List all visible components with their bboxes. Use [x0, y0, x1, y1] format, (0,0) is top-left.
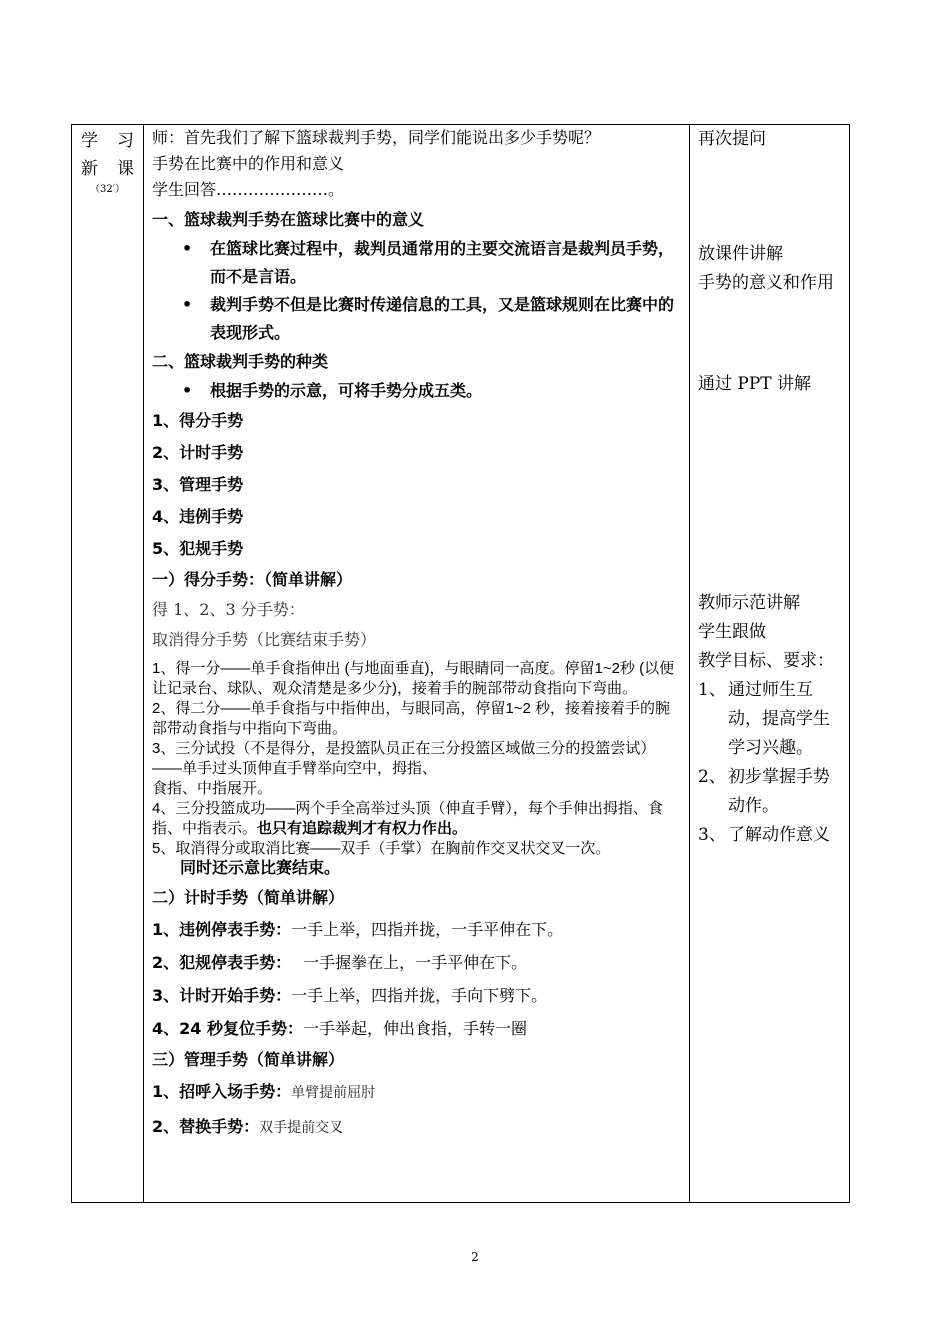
- gesture-description-bold: 同时还示意比赛结束。: [180, 860, 341, 877]
- section-duration: （32′）: [90, 184, 125, 195]
- bullet-icon: •: [182, 239, 193, 258]
- section-label-char: 学: [81, 131, 98, 151]
- goal-number: 3、: [698, 825, 726, 845]
- gesture-description: [152, 799, 681, 839]
- lesson-table: [71, 124, 850, 1203]
- gesture-description: 1、得一分——单手食指伸出 (与地面垂直)，与眼睛同一高度。停留1~2秒 (以便让记录台、球队、观众清楚是多少分)，接着手的腕部带动食指向下弯曲。: [152, 660, 675, 697]
- sub-heading: 三）管理手势（简单讲解）: [152, 1050, 345, 1069]
- timing-desc: 一手上举，四指并拢，一手平伸在下。: [291, 920, 564, 939]
- content-cell: [144, 125, 690, 1203]
- timing-item: [152, 979, 681, 1012]
- timing-item: [152, 1012, 681, 1045]
- section-label-char: 课: [117, 159, 134, 179]
- score-gesture-line: 得 1、2、3 分手势：: [152, 600, 305, 619]
- intro-question: 师：首先我们了解下篮球裁判手势，同学们能说出多少手势呢？: [152, 128, 601, 147]
- note-text: 学生跟做: [698, 622, 766, 642]
- type-item: 2、计时手势: [152, 443, 244, 462]
- bullet-item: [152, 377, 681, 405]
- management-item: [152, 1110, 681, 1145]
- section-heading: 二、篮球裁判手势的种类: [152, 352, 329, 371]
- gesture-emphasis: 也只有追踪裁判才有权力作出。: [257, 820, 468, 837]
- bullet-icon: •: [182, 295, 193, 314]
- note-text: 教师示范讲解: [698, 593, 800, 613]
- management-label: 1、招呼入场手势：: [152, 1082, 292, 1101]
- timing-desc: 一手举起，伸出食指，手转一圈: [302, 1019, 527, 1038]
- note-text: 通过 PPT 讲解: [698, 374, 812, 394]
- bullet-item: [152, 291, 681, 347]
- management-desc: 单臂提前屈肘: [291, 1085, 376, 1101]
- goal-item: [698, 763, 841, 821]
- note-text: 放课件讲解: [698, 244, 783, 264]
- gesture-description: 5、取消得分或取消比赛——双手（手掌）在胸前作交叉状交叉一次。: [152, 840, 611, 857]
- goal-item: [698, 676, 841, 763]
- goal-item: [698, 821, 841, 850]
- timing-label: 2、犯规停表手势：: [152, 953, 292, 972]
- gesture-description: 3、三分试投（不是得分，是投篮队员正在三分投篮区域做三分的投篮尝试）——单手过头顶伸直手臂举向空中，拇指、: [152, 740, 656, 777]
- goal-text: 通过师生互动，提高学生学习兴趣。: [728, 680, 830, 758]
- goal-text: 了解动作意义: [728, 825, 830, 845]
- management-desc: 双手提前交叉: [259, 1120, 344, 1136]
- gesture-text: 4、三分投篮成功——两个手全高举过头顶（伸直手臂），每个手伸出拇指、食指、中指表示。: [152, 800, 663, 837]
- timing-label: 4、24 秒复位手势：: [152, 1019, 303, 1038]
- section-heading: 一、篮球裁判手势在篮球比赛中的意义: [152, 210, 425, 229]
- section-label-cell: [72, 125, 144, 1203]
- note-text: 再次提问: [698, 129, 766, 149]
- goal-number: 1、: [698, 680, 726, 700]
- type-item: 5、犯规手势: [152, 539, 244, 558]
- timing-desc: 一手上举，四指并拢，手向下劈下。: [291, 986, 548, 1005]
- gesture-description: 2、得二分——单手食指与中指伸出，与眼同高，停留1~2 秒，接着接着手的腕部带动食指与中指向下弯曲。: [152, 700, 670, 737]
- goal-text: 初步掌握手势动作。: [728, 767, 830, 816]
- management-label: 2、替换手势：: [152, 1117, 260, 1136]
- notes-cell: [690, 125, 850, 1203]
- bullet-text: 根据手势的示意，可将手势分成五类。: [210, 381, 483, 400]
- type-item: 1、得分手势: [152, 411, 244, 430]
- type-item: 3、管理手势: [152, 475, 244, 494]
- timing-item: [152, 913, 681, 946]
- timing-label: 3、计时开始手势：: [152, 986, 292, 1005]
- timing-item: [152, 946, 681, 979]
- intro-topic: 手势在比赛中的作用和意义: [152, 154, 345, 173]
- sub-heading: 一）得分手势：（简单讲解）: [152, 570, 353, 589]
- sub-heading: 二）计时手势（简单讲解）: [152, 888, 345, 907]
- note-text: 教学目标、要求：: [698, 651, 834, 671]
- bullet-text: 在篮球比赛过程中，裁判员通常用的主要交流语言是裁判员手势，而不是言语。: [210, 239, 675, 286]
- note-text: 手势的意义和作用: [698, 273, 834, 293]
- gesture-description: 食指、中指展开。: [152, 780, 273, 797]
- type-item: 4、违例手势: [152, 507, 244, 526]
- management-item: [152, 1075, 681, 1110]
- cancel-score-line: 取消得分手势（比赛结束手势）: [152, 630, 377, 649]
- intro-answer: 学生回答…………………。: [152, 180, 345, 199]
- bullet-item: [152, 235, 681, 291]
- timing-label: 1、违例停表手势：: [152, 920, 292, 939]
- section-label-char: 习: [117, 131, 134, 151]
- bullet-text: 裁判手势不但是比赛时传递信息的工具，又是篮球规则在比赛中的表现形式。: [210, 295, 675, 342]
- timing-desc: 一手握拳在上，一手平伸在下。: [303, 953, 528, 972]
- page-number: 2: [471, 1250, 479, 1264]
- goal-number: 2、: [698, 767, 726, 787]
- section-label-char: 新: [81, 159, 98, 179]
- bullet-icon: •: [182, 381, 193, 400]
